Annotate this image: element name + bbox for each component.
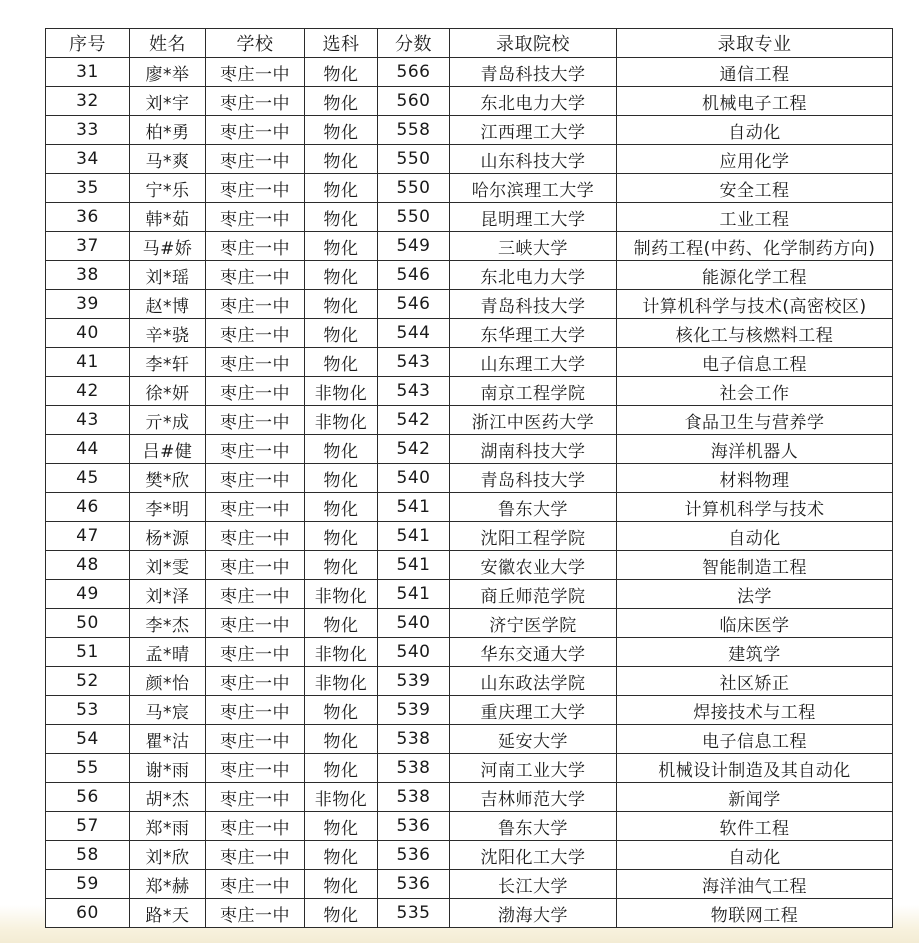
header-index: 序号: [46, 29, 130, 58]
cell-school: 枣庄一中: [206, 87, 305, 116]
cell-subject: 非物化: [305, 580, 378, 609]
cell-score: 535: [378, 899, 450, 928]
table-row: [46, 290, 893, 319]
cell-name: 辛*骁: [130, 319, 206, 348]
table-row: [46, 406, 893, 435]
table-row: [46, 58, 893, 87]
cell-name: 宁*乐: [130, 174, 206, 203]
cell-major: 能源化学工程: [617, 261, 893, 290]
cell-school: 枣庄一中: [206, 145, 305, 174]
cell-university: 商丘师范学院: [450, 580, 617, 609]
cell-index: 43: [46, 406, 130, 435]
cell-name: 胡*杰: [130, 783, 206, 812]
cell-subject: 物化: [305, 841, 378, 870]
cell-score: 539: [378, 667, 450, 696]
cell-university: 山东科技大学: [450, 145, 617, 174]
cell-index: 32: [46, 87, 130, 116]
cell-school: 枣庄一中: [206, 754, 305, 783]
cell-name: 郑*赫: [130, 870, 206, 899]
cell-subject: 物化: [305, 522, 378, 551]
cell-major: 法学: [617, 580, 893, 609]
cell-subject: 非物化: [305, 783, 378, 812]
cell-major: 软件工程: [617, 812, 893, 841]
table-row: [46, 464, 893, 493]
cell-name: 刘*欣: [130, 841, 206, 870]
cell-school: 枣庄一中: [206, 638, 305, 667]
header-school: 学校: [206, 29, 305, 58]
header-row: [46, 29, 893, 58]
cell-school: 枣庄一中: [206, 232, 305, 261]
cell-score: 543: [378, 348, 450, 377]
cell-school: 枣庄一中: [206, 261, 305, 290]
cell-major: 自动化: [617, 522, 893, 551]
cell-subject: 物化: [305, 464, 378, 493]
cell-subject: 非物化: [305, 638, 378, 667]
cell-university: 湖南科技大学: [450, 435, 617, 464]
cell-subject: 非物化: [305, 406, 378, 435]
cell-score: 546: [378, 290, 450, 319]
cell-major: 社会工作: [617, 377, 893, 406]
cell-university: 青岛科技大学: [450, 58, 617, 87]
cell-major: 焊接技术与工程: [617, 696, 893, 725]
cell-score: 544: [378, 319, 450, 348]
cell-index: 59: [46, 870, 130, 899]
cell-school: 枣庄一中: [206, 174, 305, 203]
cell-school: 枣庄一中: [206, 377, 305, 406]
header-name: 姓名: [130, 29, 206, 58]
cell-score: 540: [378, 464, 450, 493]
cell-subject: 物化: [305, 348, 378, 377]
cell-school: 枣庄一中: [206, 406, 305, 435]
cell-subject: 物化: [305, 812, 378, 841]
cell-university: 浙江中医药大学: [450, 406, 617, 435]
cell-score: 541: [378, 493, 450, 522]
cell-score: 538: [378, 754, 450, 783]
cell-name: 郑*雨: [130, 812, 206, 841]
cell-name: 刘*雯: [130, 551, 206, 580]
cell-university: 河南工业大学: [450, 754, 617, 783]
cell-university: 哈尔滨理工大学: [450, 174, 617, 203]
cell-subject: 物化: [305, 290, 378, 319]
cell-school: 枣庄一中: [206, 203, 305, 232]
cell-university: 青岛科技大学: [450, 464, 617, 493]
cell-index: 45: [46, 464, 130, 493]
table-row: [46, 551, 893, 580]
table-row: [46, 667, 893, 696]
cell-name: 刘*宇: [130, 87, 206, 116]
cell-index: 52: [46, 667, 130, 696]
cell-index: 47: [46, 522, 130, 551]
cell-major: 海洋机器人: [617, 435, 893, 464]
cell-score: 540: [378, 638, 450, 667]
table-row: [46, 899, 893, 928]
cell-subject: 物化: [305, 232, 378, 261]
cell-school: 枣庄一中: [206, 783, 305, 812]
cell-university: 华东交通大学: [450, 638, 617, 667]
cell-name: 杨*源: [130, 522, 206, 551]
cell-major: 通信工程: [617, 58, 893, 87]
cell-school: 枣庄一中: [206, 841, 305, 870]
header-subject: 选科: [305, 29, 378, 58]
cell-index: 55: [46, 754, 130, 783]
table-row: [46, 812, 893, 841]
cell-score: 566: [378, 58, 450, 87]
cell-school: 枣庄一中: [206, 58, 305, 87]
table-row: [46, 145, 893, 174]
cell-subject: 物化: [305, 87, 378, 116]
table-row: [46, 232, 893, 261]
cell-school: 枣庄一中: [206, 522, 305, 551]
admissions-table: [45, 28, 893, 928]
cell-major: 制药工程(中药、化学制药方向): [617, 232, 893, 261]
cell-name: 赵*博: [130, 290, 206, 319]
cell-university: 渤海大学: [450, 899, 617, 928]
table-row: [46, 435, 893, 464]
cell-university: 沈阳工程学院: [450, 522, 617, 551]
cell-score: 538: [378, 783, 450, 812]
cell-school: 枣庄一中: [206, 725, 305, 754]
cell-index: 50: [46, 609, 130, 638]
cell-index: 33: [46, 116, 130, 145]
header-university: 录取院校: [450, 29, 617, 58]
cell-major: 自动化: [617, 116, 893, 145]
cell-score: 546: [378, 261, 450, 290]
table-row: [46, 87, 893, 116]
cell-name: 李*明: [130, 493, 206, 522]
table-row: [46, 725, 893, 754]
header-score: 分数: [378, 29, 450, 58]
cell-school: 枣庄一中: [206, 812, 305, 841]
cell-index: 53: [46, 696, 130, 725]
cell-score: 542: [378, 435, 450, 464]
cell-subject: 物化: [305, 116, 378, 145]
cell-name: 孟*晴: [130, 638, 206, 667]
cell-subject: 物化: [305, 174, 378, 203]
cell-index: 51: [46, 638, 130, 667]
table-row: [46, 203, 893, 232]
cell-index: 44: [46, 435, 130, 464]
cell-major: 临床医学: [617, 609, 893, 638]
cell-subject: 物化: [305, 551, 378, 580]
cell-subject: 物化: [305, 899, 378, 928]
cell-index: 37: [46, 232, 130, 261]
cell-subject: 物化: [305, 754, 378, 783]
cell-index: 56: [46, 783, 130, 812]
cell-university: 昆明理工大学: [450, 203, 617, 232]
cell-index: 39: [46, 290, 130, 319]
table-row: [46, 348, 893, 377]
cell-university: 长江大学: [450, 870, 617, 899]
cell-name: 刘*泽: [130, 580, 206, 609]
table-row: [46, 522, 893, 551]
cell-major: 自动化: [617, 841, 893, 870]
table-row: [46, 493, 893, 522]
cell-major: 食品卫生与营养学: [617, 406, 893, 435]
cell-index: 31: [46, 58, 130, 87]
cell-name: 颜*怡: [130, 667, 206, 696]
cell-university: 山东理工大学: [450, 348, 617, 377]
cell-score: 550: [378, 203, 450, 232]
table-body: [46, 58, 893, 928]
cell-school: 枣庄一中: [206, 696, 305, 725]
cell-index: 36: [46, 203, 130, 232]
cell-score: 541: [378, 522, 450, 551]
cell-major: 工业工程: [617, 203, 893, 232]
cell-major: 机械设计制造及其自动化: [617, 754, 893, 783]
cell-major: 计算机科学与技术(高密校区): [617, 290, 893, 319]
cell-university: 延安大学: [450, 725, 617, 754]
cell-name: 廖*举: [130, 58, 206, 87]
cell-major: 物联网工程: [617, 899, 893, 928]
cell-name: 韩*茹: [130, 203, 206, 232]
table-row: [46, 783, 893, 812]
cell-score: 539: [378, 696, 450, 725]
cell-university: 三峡大学: [450, 232, 617, 261]
cell-index: 54: [46, 725, 130, 754]
cell-subject: 物化: [305, 870, 378, 899]
cell-score: 560: [378, 87, 450, 116]
cell-index: 35: [46, 174, 130, 203]
cell-major: 电子信息工程: [617, 725, 893, 754]
cell-major: 安全工程: [617, 174, 893, 203]
cell-index: 48: [46, 551, 130, 580]
cell-index: 34: [46, 145, 130, 174]
cell-subject: 物化: [305, 203, 378, 232]
cell-major: 社区矫正: [617, 667, 893, 696]
cell-score: 536: [378, 812, 450, 841]
cell-subject: 非物化: [305, 377, 378, 406]
cell-university: 重庆理工大学: [450, 696, 617, 725]
cell-name: 李*杰: [130, 609, 206, 638]
cell-name: 刘*瑶: [130, 261, 206, 290]
cell-index: 49: [46, 580, 130, 609]
table-row: [46, 609, 893, 638]
cell-subject: 物化: [305, 261, 378, 290]
cell-school: 枣庄一中: [206, 551, 305, 580]
cell-university: 吉林师范大学: [450, 783, 617, 812]
cell-school: 枣庄一中: [206, 493, 305, 522]
cell-score: 541: [378, 580, 450, 609]
cell-subject: 物化: [305, 725, 378, 754]
cell-school: 枣庄一中: [206, 609, 305, 638]
cell-university: 江西理工大学: [450, 116, 617, 145]
cell-subject: 物化: [305, 58, 378, 87]
table-row: [46, 754, 893, 783]
cell-score: 549: [378, 232, 450, 261]
cell-score: 558: [378, 116, 450, 145]
cell-index: 40: [46, 319, 130, 348]
table-row: [46, 116, 893, 145]
cell-university: 东北电力大学: [450, 261, 617, 290]
cell-school: 枣庄一中: [206, 116, 305, 145]
cell-name: 马*宸: [130, 696, 206, 725]
cell-major: 材料物理: [617, 464, 893, 493]
cell-school: 枣庄一中: [206, 435, 305, 464]
cell-index: 38: [46, 261, 130, 290]
cell-major: 智能制造工程: [617, 551, 893, 580]
cell-score: 536: [378, 841, 450, 870]
cell-major: 电子信息工程: [617, 348, 893, 377]
table-row: [46, 870, 893, 899]
cell-school: 枣庄一中: [206, 667, 305, 696]
cell-subject: 物化: [305, 435, 378, 464]
cell-name: 吕#健: [130, 435, 206, 464]
cell-score: 536: [378, 870, 450, 899]
cell-name: 柏*勇: [130, 116, 206, 145]
cell-index: 57: [46, 812, 130, 841]
header-major: 录取专业: [617, 29, 893, 58]
cell-school: 枣庄一中: [206, 580, 305, 609]
cell-subject: 物化: [305, 696, 378, 725]
cell-major: 新闻学: [617, 783, 893, 812]
cell-subject: 非物化: [305, 667, 378, 696]
table-row: [46, 174, 893, 203]
cell-university: 南京工程学院: [450, 377, 617, 406]
cell-school: 枣庄一中: [206, 899, 305, 928]
cell-name: 马#娇: [130, 232, 206, 261]
cell-major: 建筑学: [617, 638, 893, 667]
cell-university: 鲁东大学: [450, 812, 617, 841]
cell-score: 550: [378, 145, 450, 174]
cell-major: 海洋油气工程: [617, 870, 893, 899]
cell-name: 谢*雨: [130, 754, 206, 783]
cell-subject: 物化: [305, 609, 378, 638]
cell-index: 42: [46, 377, 130, 406]
cell-university: 山东政法学院: [450, 667, 617, 696]
cell-school: 枣庄一中: [206, 464, 305, 493]
table-row: [46, 696, 893, 725]
cell-major: 机械电子工程: [617, 87, 893, 116]
cell-university: 东北电力大学: [450, 87, 617, 116]
cell-subject: 物化: [305, 319, 378, 348]
cell-name: 徐*妍: [130, 377, 206, 406]
cell-major: 核化工与核燃料工程: [617, 319, 893, 348]
table-row: [46, 377, 893, 406]
table-header: [46, 29, 893, 58]
cell-name: 李*轩: [130, 348, 206, 377]
cell-score: 538: [378, 725, 450, 754]
cell-major: 计算机科学与技术: [617, 493, 893, 522]
table-row: [46, 841, 893, 870]
cell-university: 青岛科技大学: [450, 290, 617, 319]
cell-university: 东华理工大学: [450, 319, 617, 348]
cell-school: 枣庄一中: [206, 348, 305, 377]
table-row: [46, 580, 893, 609]
cell-school: 枣庄一中: [206, 870, 305, 899]
cell-major: 应用化学: [617, 145, 893, 174]
cell-university: 安徽农业大学: [450, 551, 617, 580]
cell-score: 541: [378, 551, 450, 580]
cell-university: 济宁医学院: [450, 609, 617, 638]
cell-index: 60: [46, 899, 130, 928]
cell-university: 鲁东大学: [450, 493, 617, 522]
cell-score: 542: [378, 406, 450, 435]
cell-score: 543: [378, 377, 450, 406]
cell-subject: 物化: [305, 493, 378, 522]
cell-name: 樊*欣: [130, 464, 206, 493]
cell-school: 枣庄一中: [206, 290, 305, 319]
cell-index: 46: [46, 493, 130, 522]
cell-name: 亓*成: [130, 406, 206, 435]
cell-university: 沈阳化工大学: [450, 841, 617, 870]
table-row: [46, 638, 893, 667]
cell-name: 瞿*沽: [130, 725, 206, 754]
table-row: [46, 261, 893, 290]
cell-name: 马*爽: [130, 145, 206, 174]
cell-name: 路*天: [130, 899, 206, 928]
cell-index: 58: [46, 841, 130, 870]
cell-score: 550: [378, 174, 450, 203]
cell-score: 540: [378, 609, 450, 638]
cell-school: 枣庄一中: [206, 319, 305, 348]
cell-index: 41: [46, 348, 130, 377]
cell-subject: 物化: [305, 145, 378, 174]
table-row: [46, 319, 893, 348]
